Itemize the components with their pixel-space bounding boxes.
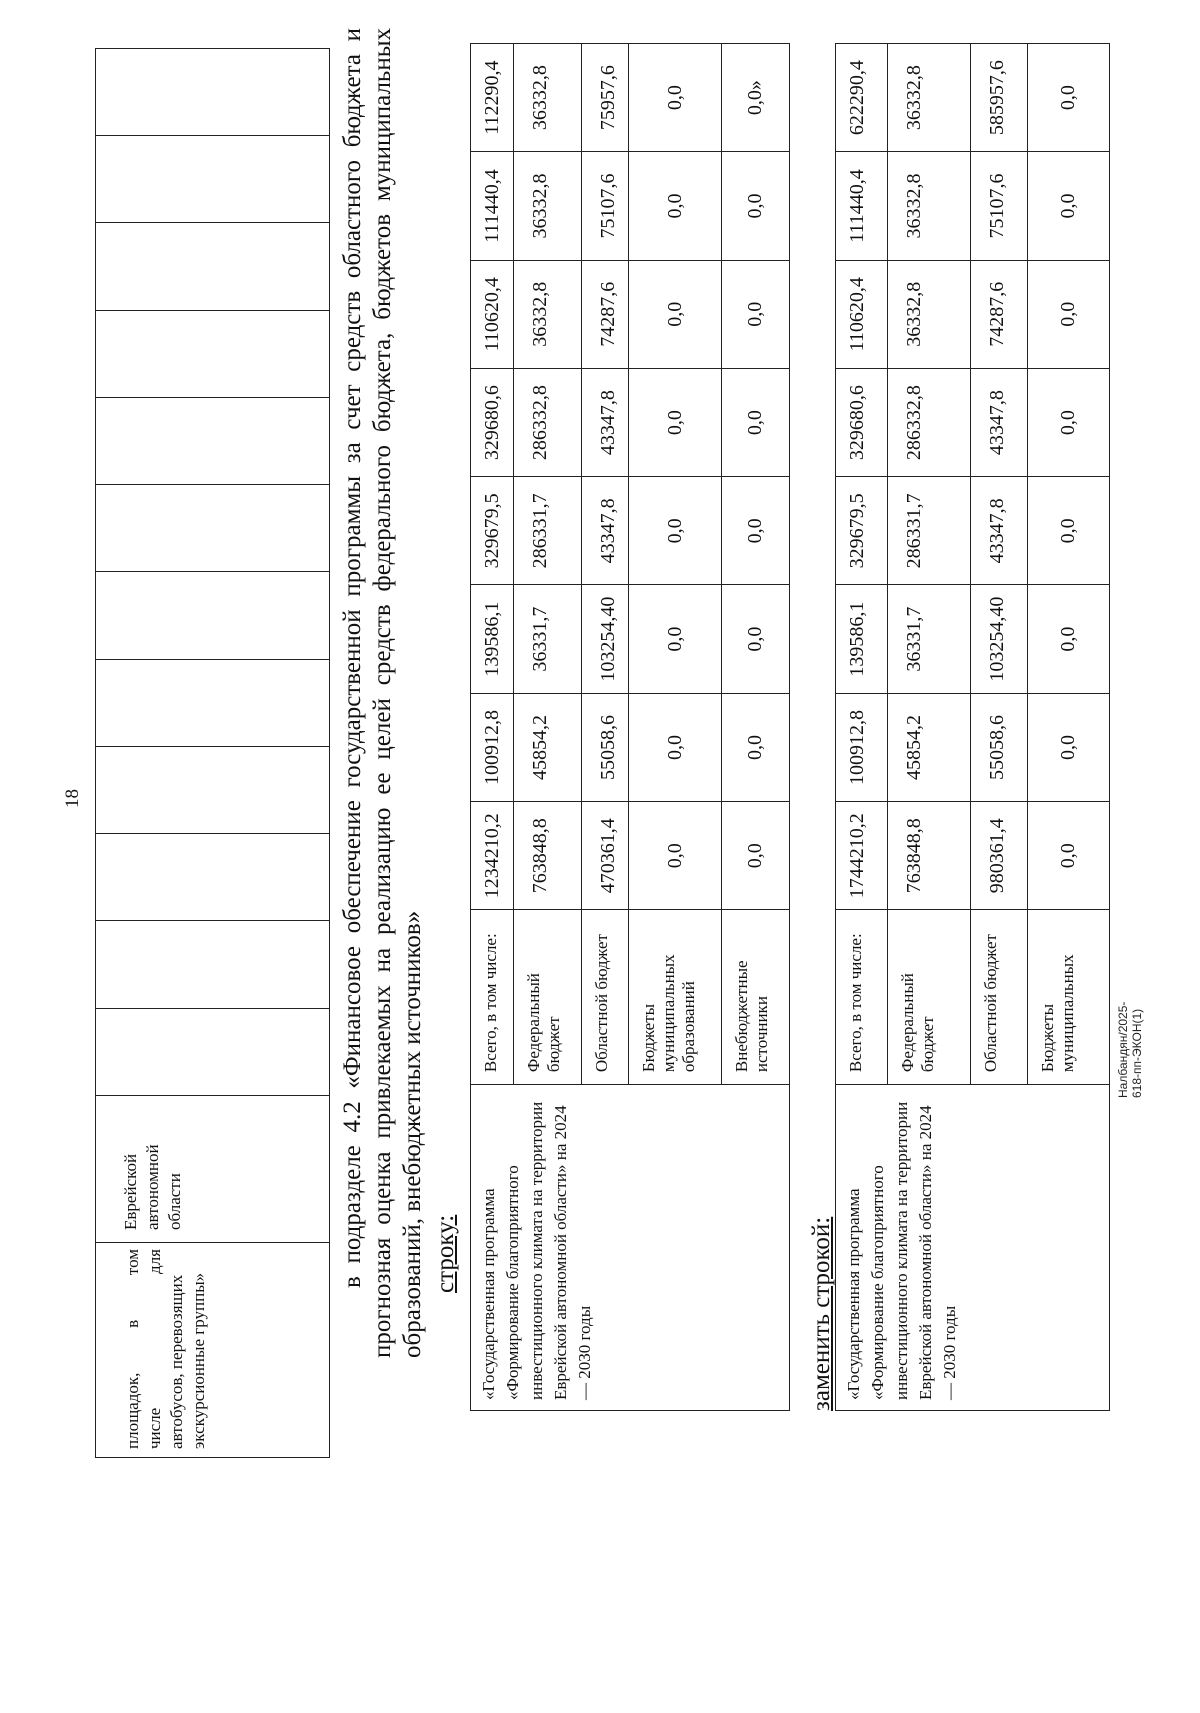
value-cell: 0,0 [629,693,722,801]
value-cell: 622290,4 [836,44,888,152]
value-cell: 75107,6 [582,152,629,260]
empty-cell [96,136,330,223]
word: числе [145,1407,164,1449]
page-number: 18 [62,789,83,808]
value-cell: 0,0 [721,693,789,801]
value-cell: 75107,6 [970,152,1027,260]
value-cell: 111440,4 [471,152,514,260]
value-cell: 43347,8 [970,477,1027,585]
value-cell: 110620,4 [471,260,514,368]
program-name-cell: «Государственная программа «Формирование благоприятного инвестиционного климата на территории Еврейской автономной области» на 2024 — 2030 годы [836,1085,1110,1411]
source-cell: Внебюджетные источники [721,910,789,1085]
program-name-cell: «Государственная программа «Формирование благоприятного инвестиционного климата на территории Еврейской автономной области» на 2024 — 2030 годы [471,1085,790,1411]
value-cell: 74287,6 [582,260,629,368]
value-cell: 286331,7 [514,477,582,585]
empty-cell [96,659,330,746]
source-cell: Бюджеты муниципальных образований [629,910,722,1085]
value-cell: 329679,5 [836,477,888,585]
value-cell: 0,0 [629,260,722,368]
value-cell: 112290,4 [471,44,514,152]
value-cell: 75957,6 [582,44,629,152]
value-cell: 286332,8 [888,368,970,476]
value-cell: 763848,8 [888,802,970,910]
value-cell: 0,0 [1027,152,1109,260]
value-cell: 0,0 [721,477,789,585]
value-cell: 36332,8 [888,44,970,152]
value-cell: 36332,8 [514,260,582,368]
empty-cell [96,398,330,485]
value-cell: 0,0 [1027,693,1109,801]
empty-cell [96,49,330,136]
label-before: строку: [432,1214,459,1293]
value-cell: 470361,4 [582,802,629,910]
top-table-fragment [95,48,330,1458]
value-cell: 0,0» [721,44,789,152]
label-after: заменить строкой: [808,1216,835,1411]
funding-table-after [835,43,1110,1411]
value-cell: 0,0 [629,477,722,585]
value-cell: 763848,8 [514,802,582,910]
top-table-cell-description [96,1243,330,1458]
value-cell: 139586,1 [836,585,888,693]
empty-cell [96,223,330,310]
empty-cell [96,1008,330,1095]
value-cell: 139586,1 [471,585,514,693]
value-cell: 0,0 [721,152,789,260]
source-cell: Областной бюджет [970,910,1027,1085]
value-cell: 43347,8 [582,477,629,585]
word: в [123,1319,142,1328]
word: том [123,1249,142,1276]
description-rest: автобусов, перевозящих экскурсионные группы» [167,1272,208,1449]
paragraph-text: в подразделе 4.2 «Финансовое обеспечение государственной программы за счет средств областного бюджета и прогнозная оценка привлекаемых на реализацию ее целей средств федерального бюджета, бюджетов муниципальных образований, внебюджетных источников» [339,28,426,1358]
value-cell: 0,0 [1027,477,1109,585]
value-cell: 1744210,2 [836,802,888,910]
value-cell: 0,0 [1027,368,1109,476]
value-cell: 45854,2 [888,693,970,801]
word: площадок, [123,1372,142,1449]
value-cell: 36331,7 [514,585,582,693]
value-cell: 0,0 [1027,585,1109,693]
value-cell: 100912,8 [836,693,888,801]
table-row [471,44,514,1411]
value-cell: 74287,6 [970,260,1027,368]
empty-cell [96,834,330,921]
value-cell: 0,0 [629,44,722,152]
value-cell: 0,0 [629,585,722,693]
value-cell: 329680,6 [836,368,888,476]
document-footer-id: Налбандян/2025-618-пп-ЭКОН(1) [1116,1001,1144,1098]
value-cell: 36332,8 [888,260,970,368]
value-cell: 36332,8 [514,44,582,152]
empty-cell [96,572,330,659]
source-cell: Всего, в том числе: [836,910,888,1085]
value-cell: 0,0 [721,802,789,910]
value-cell: 111440,4 [836,152,888,260]
empty-cell [96,747,330,834]
word: для [145,1249,164,1274]
value-cell: 1234210,2 [471,802,514,910]
source-cell: Областной бюджет [582,910,629,1085]
value-cell: 0,0 [1027,44,1109,152]
value-cell: 103254,40 [970,585,1027,693]
value-cell: 286331,7 [888,477,970,585]
value-cell: 0,0 [629,152,722,260]
value-cell: 0,0 [721,368,789,476]
empty-cell [96,310,330,397]
value-cell: 55058,6 [582,693,629,801]
value-cell: 0,0 [629,802,722,910]
top-table-cell-region: Еврейской автономной области [96,1096,330,1243]
value-cell: 329679,5 [471,477,514,585]
value-cell: 36332,8 [888,152,970,260]
value-cell: 0,0 [1027,802,1109,910]
value-cell: 0,0 [721,260,789,368]
empty-cell [96,485,330,572]
funding-table-before [470,43,790,1411]
value-cell: 43347,8 [582,368,629,476]
value-cell: 36331,7 [888,585,970,693]
empty-cell [96,921,330,1008]
source-cell: Бюджеты муниципальных [1027,910,1109,1085]
value-cell: 43347,8 [970,368,1027,476]
table-row [836,44,888,1411]
value-cell: 100912,8 [471,693,514,801]
value-cell: 329680,6 [471,368,514,476]
value-cell: 103254,40 [582,585,629,693]
value-cell: 980361,4 [970,802,1027,910]
value-cell: 286332,8 [514,368,582,476]
source-cell: Федеральный бюджет [514,910,582,1085]
value-cell: 55058,6 [970,693,1027,801]
source-cell: Федеральный бюджет [888,910,970,1085]
value-cell: 0,0 [721,585,789,693]
value-cell: 45854,2 [514,693,582,801]
amendment-paragraph [338,28,428,1358]
value-cell: 36332,8 [514,152,582,260]
value-cell: 0,0 [1027,260,1109,368]
value-cell: 110620,4 [836,260,888,368]
source-cell: Всего, в том числе: [471,910,514,1085]
value-cell: 585957,6 [970,44,1027,152]
value-cell: 0,0 [629,368,722,476]
